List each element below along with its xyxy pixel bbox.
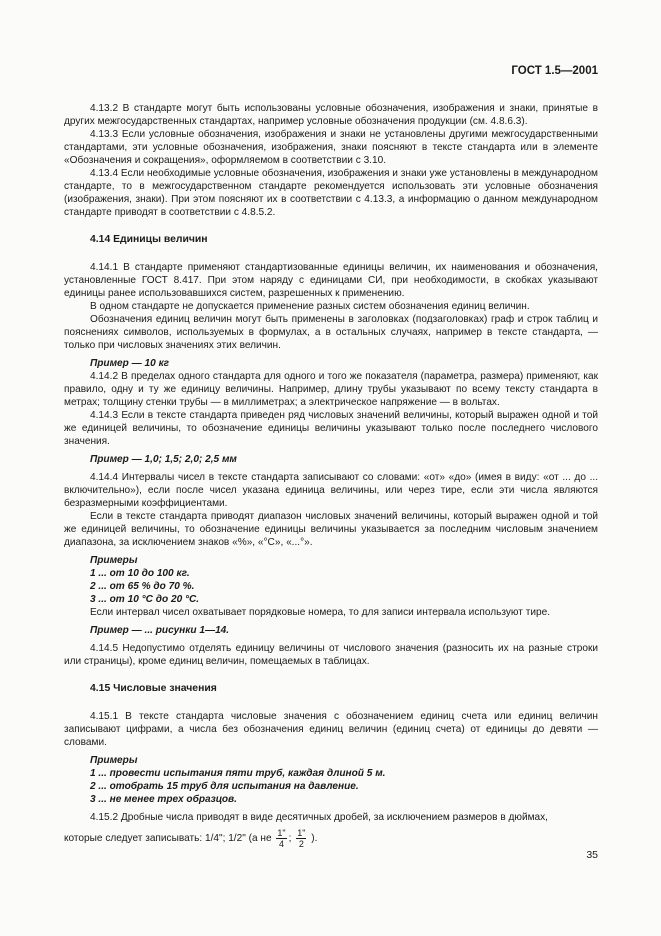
paragraph-4-14-5: 4.14.5 Недопустимо отделять единицу величины от числового значения (разносить их на разные строки или страницы), кроме единиц величин, помещаемых в таблицах. xyxy=(64,643,598,667)
example-3-3: 3 ... от 10 °С до 20 °С. xyxy=(90,594,200,605)
fraction-one-half xyxy=(296,828,306,849)
example-5-3: 3 ... не менее трех образцов. xyxy=(90,794,237,805)
paragraph-4-13-4: 4.13.4 Если необходимые условные обозначения, изображения и знаки уже установлены в международном стандарте, то в межгосударственном стандарте рекомендуется использовать эти условные обозначения (изображения, знаки). При этом поясняют их в соответствии с 4.13.3, а информацию о данном международном стандарте приводят в соответствии с 4.8.5.2. xyxy=(64,168,598,218)
fraction-2-numerator: 1" xyxy=(297,828,306,838)
fraction-1-denominator: 4 xyxy=(278,839,284,849)
paragraph-4-13-3: 4.13.3 Если условные обозначения, изображения и знаки не установлены другими межгосударственными стандартами, эти условные обозначения, изображения, знаки поясняют в тексте стандарта или в элементе «Обозначения и сокращения», оформляемом в соответствии с 3.10. xyxy=(64,129,598,166)
paragraph-4-14-2: 4.14.2 В пределах одного стандарта для одного и того же показателя (параметра, размера) применяют, как правило, одну и ту же единицу величины. Например, длину трубы указывают по всему тексту стандарта в метрах; толщину стенки трубы — в миллиметрах; а электрическое напряжение — в вольтах. xyxy=(64,371,598,408)
fraction-2-denominator: 2 xyxy=(298,839,304,849)
example-3-2: 2 ... от 65 % до 70 %. xyxy=(90,581,195,592)
fraction-1-numerator: 1" xyxy=(277,828,286,838)
document-body xyxy=(64,102,598,849)
page-header: ГОСТ 1.5—2001 xyxy=(511,65,598,77)
fraction-one-quarter xyxy=(276,828,286,849)
paragraph-4-14-4-b: Если в тексте стандарта приводят диапазон числовых значений величины, который выражен одной и той же единицей величины, то обозначение единицы величины указывается за последним числовым значением диапазона, за исключением знаков «%», «°С», «...°». xyxy=(64,511,598,548)
section-heading-4-14: 4.14 Единицы величин xyxy=(90,234,208,245)
example-5-1: 1 ... провести испытания пяти труб, каждая длиной 5 м. xyxy=(90,768,386,779)
page-number: 35 xyxy=(586,849,598,861)
example-4: Пример — ... рисунки 1—14. xyxy=(90,625,230,636)
example-5-2: 2 ... отобрать 15 труб для испытания на давление. xyxy=(90,781,359,792)
paragraph-4-14-1: 4.14.1 В стандарте применяют стандартизованные единицы величин, их наименования и обозначения, установленные ГОСТ 8.417. При этом наряду с единицами СИ, при необходимости, в скобках указывают единицы ранее использовавшихся систем, разрешенных к применению. xyxy=(64,262,598,299)
paragraph-4-14-4: 4.14.4 Интервалы чисел в тексте стандарта записывают со словами: «от» «до» (имея в виду: «от ... до ... включительно»), если после чисел указана единица величины, или через тире, если эти числа являются безразмерными коэффициентами. xyxy=(64,472,598,509)
fraction-separator: ; xyxy=(288,833,292,844)
example-2: Пример — 1,0; 1,5; 2,0; 2,5 мм xyxy=(90,454,237,465)
paragraph-4-14-1-c: Обозначения единиц величин могут быть применены в заголовках (подзаголовках) граф и строк таблиц и пояснениях символов, используемых в формулах, а в остальных случаях, например в тексте стандарта, — только при числовых значениях этих величин. xyxy=(64,314,598,351)
paragraph-4-13-2: 4.13.2 В стандарте могут быть использованы условные обозначения, изображения и знаки, принятые в других межгосударственных стандартах, например условные обозначения продукции (см. 4.8.6.3). xyxy=(64,103,598,127)
fraction-line-suffix: ). xyxy=(311,833,318,844)
examples-heading-1: Примеры xyxy=(90,555,138,566)
example-3-1: 1 ... от 10 до 100 кг. xyxy=(90,568,190,579)
examples-heading-2: Примеры xyxy=(90,755,138,766)
paragraph-4-15-2: 4.15.2 Дробные числа приводят в виде десятичных дробей, за исключением размеров в дюймах, xyxy=(90,812,548,823)
paragraph-4-14-3: 4.14.3 Если в тексте стандарта приведен ряд числовых значений величины, который выражен одной и той же единицей величины, то обозначение единицы величины указывают только после последнего числового значения. xyxy=(64,410,598,447)
section-heading-4-15: 4.15 Числовые значения xyxy=(90,683,217,694)
fraction-line-prefix: которые следует записывать: 1/4"; 1/2" (а не xyxy=(64,833,272,844)
paragraph-4-14-1-b: В одном стандарте не допускается применение разных систем обозначения единиц величин. xyxy=(90,301,530,312)
paragraph-4-15-2-fraction-line xyxy=(64,828,598,849)
paragraph-4-14-4-c: Если интервал чисел охватывает порядковые номера, то для записи интервала используют тире. xyxy=(90,607,550,618)
paragraph-4-15-1: 4.15.1 В тексте стандарта числовые значения с обозначением единиц счета или единиц величин записывают цифрами, а числа без обозначения единиц величин (единиц счета) от единицы до девяти — словами. xyxy=(64,711,598,748)
example-1: Пример — 10 кг xyxy=(90,358,170,369)
